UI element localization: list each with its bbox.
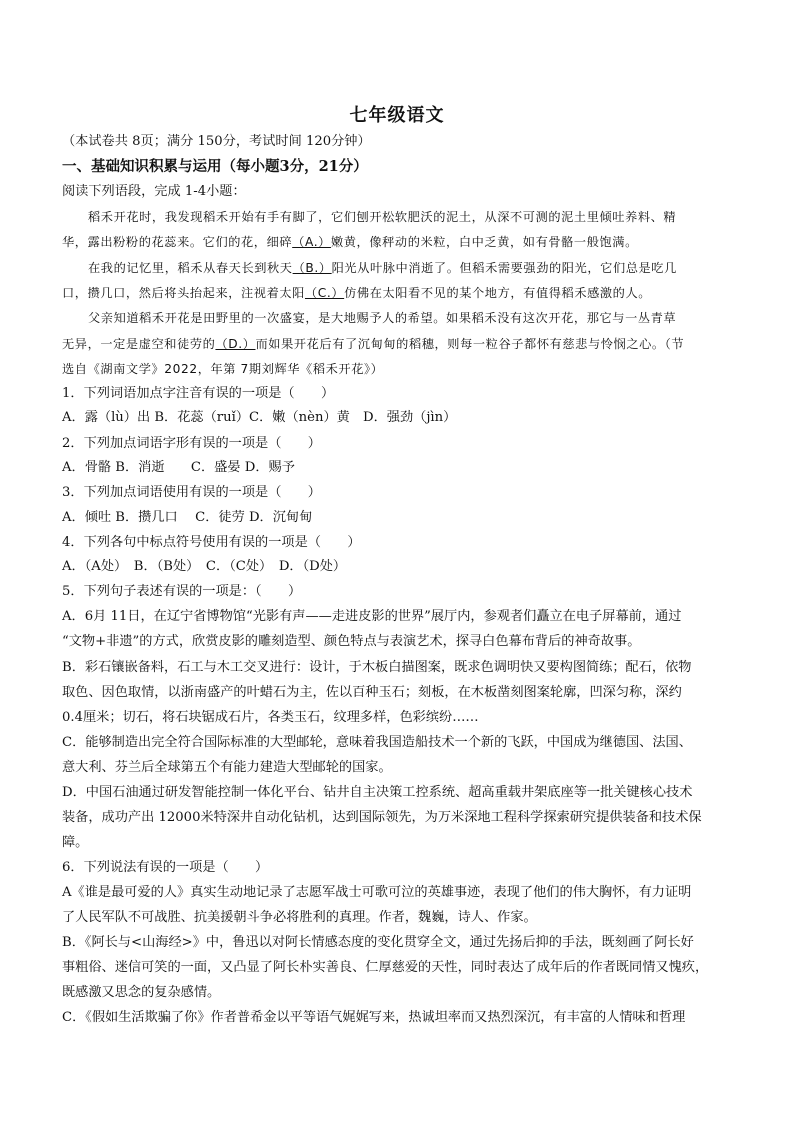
question-1: 1．下列词语加点字注音有误的一项是（ ） (62, 386, 335, 401)
punctuation-mark-c: （C.） (304, 286, 345, 300)
passage-text: 仿佛在太阳看不见的某个地方，有值得稻禾感激的人。 (344, 286, 652, 300)
passage-line: 稻禾开花时，我发现稻禾开始有手有脚了，它们刨开松软肥沃的泥土，从深不可测的泥土里倾吐养料、精 (88, 210, 677, 224)
question-5-option-a-cont: “文物+非遗”的方式，欣赏皮影的雕刻造型、颜色特点与表演艺术，探寻白色幕布背后的神奇故事。 (62, 634, 641, 649)
question-5-option-d-cont: 装备，成功产出 12000米特深井自动化钻机，达到国际领先，为万米深地工程科学探索研究提供装备和技术保 (62, 810, 702, 825)
passage-text: 口，攒几口，然后将头抬起来，注视着太阳 (62, 286, 305, 300)
question-2: 2．下列加点词语字形有误的一项是（ ） (62, 436, 321, 451)
question-5-option-c-cont: 意大利、芬兰后全球第五个有能力建造大型邮轮的国家。 (62, 760, 392, 775)
passage-line: 父亲知道稻禾开花是田野里的一次盛宴，是大地赐予人的希望。如果稻禾没有这次开花，那它与一丛青草 (88, 311, 677, 325)
passage-line (62, 283, 742, 303)
question-4-options: A．（A处） B．（B处） C．（C处） D．（D处） (62, 559, 347, 574)
question-2-options: A．骨骼 B．消逝 C．盛晏 D．赐予 (62, 460, 295, 475)
punctuation-mark-a: （A.） (292, 235, 331, 249)
passage-text: 阳光从叶脉中消逝了。但稻禾需要强劲的阳光，它们总是吃几 (331, 261, 677, 275)
passage-text: 嫩黄，像秤动的米粒，白中乏黄，如有骨骼一般饱满。 (330, 235, 638, 249)
punctuation-mark-d: （D.） (215, 337, 256, 351)
punctuation-mark-b: （B.） (292, 261, 332, 275)
question-5-option-b-cont: 0.4厘米；切石，将石块锯成石片，各类玉石，纹理多样，色彩缤纷…… (62, 710, 479, 725)
passage-line: 选自《湖南文学》2022，年第 7期刘辉华《稻禾开花》） (62, 362, 384, 376)
exam-note: （本试卷共 8页；满分 150分，考试时间 120分钟） (62, 134, 371, 149)
passage-line (62, 334, 742, 354)
reading-instruction: 阅读下列语段，完成 1-4小题： (62, 184, 246, 199)
question-3: 3．下列加点词语使用有误的一项是（ ） (62, 485, 321, 500)
question-4: 4．下列各句中标点符号使用有误的一项是（ ） (62, 535, 361, 550)
question-5-option-c: C．能够制造出完全符合国际标准的大型邮轮，意味着我国造船技术一个新的飞跃，中国成为继德国、法国、 (62, 735, 692, 750)
question-6: 6．下列说法有误的一项是（ ） (62, 860, 269, 875)
question-6-option-b-cont: 既感激又思念的复杂感情。 (62, 985, 221, 1000)
question-5-option-b-cont: 取色、因色取情，以浙南盛产的叶蜡石为主，佐以百种玉石；刻板，在木板凿刻图案轮廓，凹深匀称，深约 (62, 685, 682, 700)
question-3-options: A．倾吐 B．攒几口 C．徒劳 D．沉甸甸 (62, 510, 313, 525)
question-5: 5．下列句子表述有误的一项是：（ ） (62, 584, 302, 599)
question-5-option-d: D．中国石油通过研发智能控制一体化平台、钻井自主决策工控系统、超高重载井架底座等一批关键核心技术 (62, 785, 693, 800)
question-6-option-a: A《谁是最可爱的人》真实生动地记录了志愿军战士可歌可泣的英雄事迹，表现了他们的伟大胸怀，有力证明 (62, 885, 692, 900)
question-5-option-b: B．彩石镶嵌备料，石工与木工交叉进行：设计，于木板白描图案，既求色调明快又要构图简练；配石，依物 (62, 660, 692, 675)
question-5-option-a: A．6月 11日，在辽宁省博物馆“光影有声——走进皮影的世界”展厅内，参观者们矗立在电子屏幕前，通过 (62, 609, 682, 624)
passage-text: 无异，一定是虚空和徒劳的 (62, 337, 216, 351)
question-6-option-b: B．《阿长与<山海经>》中，鲁迅以对阿长情感态度的变化贯穿全文，通过先扬后抑的手法，既刻画了阿长好 (62, 935, 694, 950)
question-6-option-c: C．《假如生活欺骗了你》作者普希金以平等语气娓娓写来，热诚坦率而又热烈深沉，有丰富的人情味和哲理 (62, 1010, 686, 1025)
question-1-options: A．露（lù）出 B．花蕊（ruǐ）C．嫩（nèn）黄 D．强劲（jìn） (62, 410, 457, 425)
passage-text: 在我的记忆里，稻禾从春天长到秋天 (88, 261, 293, 275)
page-title: 七年级语文 (349, 105, 445, 126)
question-6-option-b-cont: 事粗俗、迷信可笑的一面，又凸显了阿长朴实善良、仁厚慈爱的天性，同时表达了成年后的作者既同情又愧疚， (62, 960, 709, 975)
question-5-option-d-cont: 障。 (62, 835, 89, 850)
passage-line (88, 258, 742, 278)
section-heading: 一、基础知识积累与运用（每小题3分，21分） (62, 158, 368, 175)
passage-text: 而如果开花后有了沉甸甸的稻穗，则每一粒谷子都怀有慈悲与怜悯之心。（节 (255, 337, 685, 351)
passage-line (62, 232, 742, 252)
passage-text: 华，露出粉粉的花蕊来。它们的花，细碎 (62, 235, 293, 249)
question-6-option-a-cont: 了人民军队不可战胜、抗美援朝斗争必将胜利的真理。作者，魏巍，诗人、作家。 (62, 910, 537, 925)
